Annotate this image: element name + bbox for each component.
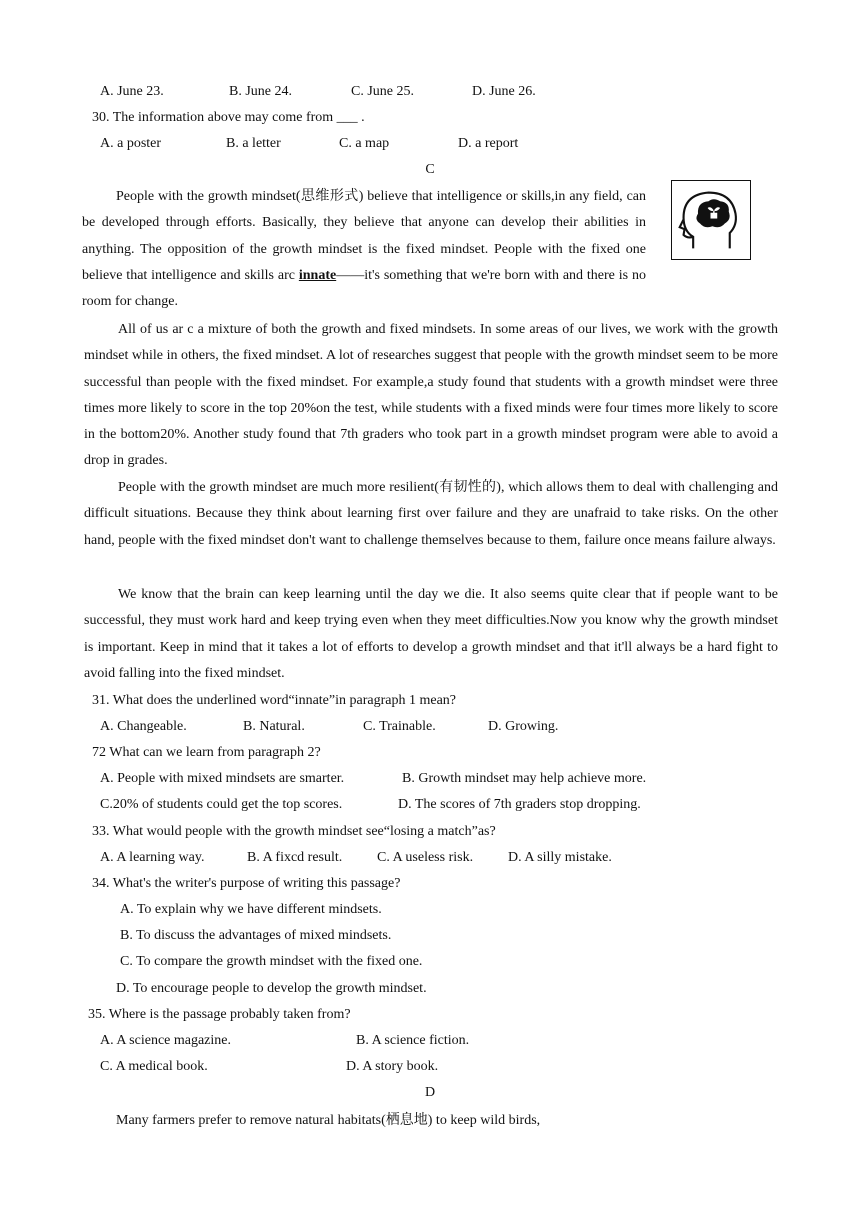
q31-stem: 31. What does the underlined word“innate”in paragraph 1 mean?	[92, 693, 456, 708]
q29-option-c: C. June 25.	[351, 84, 414, 99]
q35-option-d: D. A story book.	[346, 1059, 439, 1074]
q31-option-d: D. Growing.	[488, 719, 559, 734]
q32-option-a: A. People with mixed mindsets are smarter.	[100, 771, 345, 786]
q32-option-b: B. Growth mindset may help achieve more.	[402, 771, 647, 786]
q30-stem: 30. The information above may come from ___ .	[92, 110, 365, 125]
q34-option-b: B. To discuss the advantages of mixed mindsets.	[120, 928, 392, 943]
q34-option-d: D. To encourage people to develop the growth mindset.	[116, 981, 427, 996]
q33-option-b: B. A fixcd result.	[247, 850, 343, 865]
q33-stem: 33. What would people with the growth mindset see“losing a match”as?	[92, 824, 496, 839]
q29-option-a: A. June 23.	[100, 84, 164, 99]
q30-option-c: C. a map	[339, 136, 390, 151]
q30-option-a: A. a poster	[100, 136, 162, 151]
q35-option-a: A. A science magazine.	[100, 1033, 232, 1048]
q30-option-d: D. a report	[458, 136, 519, 151]
q32-option-d: D. The scores of 7th graders stop dropping.	[398, 797, 641, 812]
q31-option-b: B. Natural.	[243, 719, 305, 734]
q30-option-b: B. a letter	[226, 136, 281, 151]
q31-option-a: A. Changeable.	[100, 719, 187, 734]
q35-stem: 35. Where is the passage probably taken from?	[88, 1007, 351, 1022]
q34-option-a: A. To explain why we have different mindsets.	[120, 902, 382, 917]
paragraph-1-text-start: People with the growth mindset(思维形式) believe that intelligence or skills,in any field, can be developed through efforts. Basically, they believe that anyone can develop their abilities in anything. The opposition of the growth mindset is the fixed mindset. People with the fixed one believe that intelligence and skills arc	[82, 189, 646, 283]
head-brain-image	[671, 180, 751, 260]
q33-option-c: C. A useless risk.	[377, 850, 474, 865]
q32-stem: 72 What can we learn from paragraph 2?	[92, 745, 321, 760]
passage-d-paragraph-1: Many farmers prefer to remove natural habitats(栖息地) to keep wild birds,	[116, 1113, 541, 1128]
q31-option-c: C. Trainable.	[363, 719, 436, 734]
head-brain-icon	[672, 181, 749, 258]
q29-option-d: D. June 26.	[472, 84, 536, 99]
q34-stem: 34. What's the writer's purpose of writing this passage?	[92, 876, 401, 891]
section-c-heading: C	[425, 162, 435, 177]
passage-c-paragraph-1	[82, 184, 646, 315]
q34-option-c: C. To compare the growth mindset with the fixed one.	[120, 954, 423, 969]
section-d-heading: D	[424, 1085, 436, 1100]
passage-c-paragraph-2: All of us ar c a mixture of both the growth and fixed mindsets. In some areas of our lives, we work with the growth mindset while in others, the fixed mindset. A lot of researches suggest that people with the growth mindset seem to be more successful than people with the fixed mindset. For example,a study found that students with a growth mindset were three times more likely to score in the top 20%on the test, while students with a fixed minds were four times more likely to score in the bottom20%. Another study found that 7th graders who took part in a growth mindset program were able to avoid a drop in grades.	[84, 322, 778, 469]
q32-option-c: C.20% of students could get the top scores.	[100, 797, 343, 812]
q33-option-a: A. A learning way.	[100, 850, 205, 865]
q29-option-b: B. June 24.	[229, 84, 292, 99]
q35-option-c: C. A medical book.	[100, 1059, 208, 1074]
passage-c-paragraph-3: People with the growth mindset are much more resilient(有韧性的), which allows them to deal with challenging and difficult situations. Because they think about learning first over failure and they are unafraid to take risks. On the other hand, people with the fixed mindset don't want to challenge themselves because to them, failure once means failure always.	[84, 480, 778, 548]
underlined-word-innate: innate	[298, 267, 337, 283]
paragraph-1-text-end: ——it's something that we're born with and there is no room for change.	[82, 267, 646, 310]
passage-c-paragraph-4: We know that the brain can keep learning until the day we die. It also seems quite clear that if people want to be successful, they must work hard and keep trying even when they meet difficulties.Now you know why the growth mindset is important. Keep in mind that it takes a lot of efforts to develop a growth mindset and that it'll always be a hard fight to avoid falling into the fixed mindset.	[84, 587, 778, 681]
q33-option-d: D. A silly mistake.	[508, 850, 612, 865]
q35-option-b: B. A science fiction.	[356, 1033, 470, 1048]
